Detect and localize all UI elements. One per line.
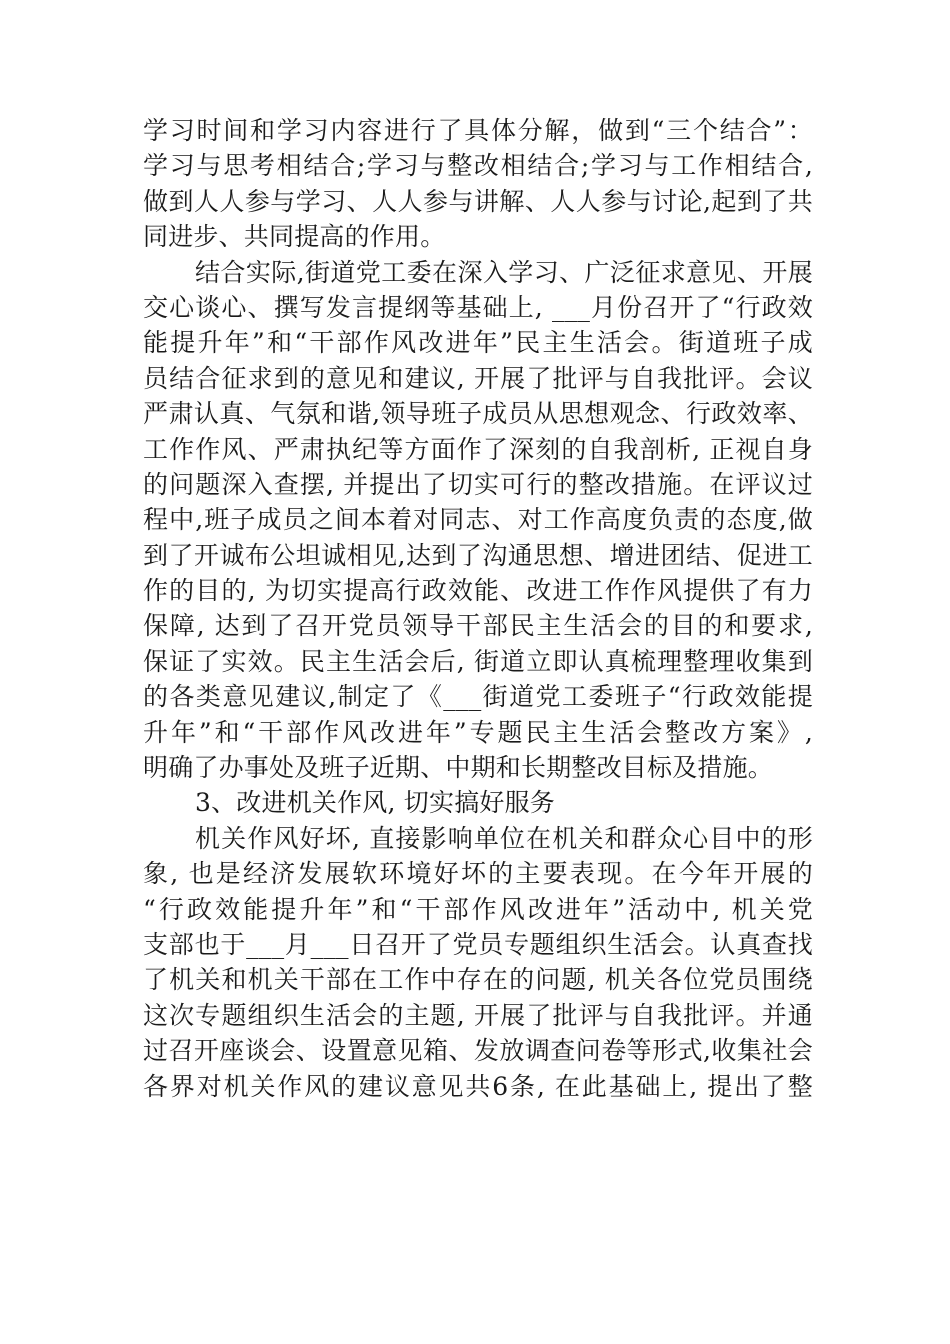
text-line: 这次专题组织生活会的主题, 开展了批评与自我批评。并通 bbox=[143, 1000, 813, 1030]
text-line: “行政效能提升年”和“干部作风改进年”活动中, 机关党 bbox=[143, 894, 813, 924]
paragraph-first-line: 结合实际,街道党工委在深入学习、广泛征求意见、开展 bbox=[195, 257, 813, 287]
text-line: 支部也于___月___日召开了党员专题组织生活会。认真查找 bbox=[143, 929, 813, 959]
text-line: 同进步、共同提高的作用。 bbox=[143, 222, 446, 252]
text-line: 的各类意见建议,制定了《___街道党工委班子“行政效能提 bbox=[143, 682, 813, 712]
text-line: 象, 也是经济发展软环境好坏的主要表现。在今年开展的 bbox=[143, 859, 813, 889]
text-line: 工作作风、严肃执纪等方面作了深刻的自我剖析, 正视自身 bbox=[143, 434, 813, 464]
text-line: 升年”和“干部作风改进年”专题民主生活会整改方案》, bbox=[143, 717, 813, 747]
text-line: 学习与思考相结合;学习与整改相结合;学习与工作相结合, bbox=[143, 151, 813, 181]
paragraph-first-line: 机关作风好坏, 直接影响单位在机关和群众心目中的形 bbox=[195, 823, 813, 853]
text-line: 做到人人参与学习、人人参与讲解、人人参与讨论,起到了共 bbox=[143, 186, 813, 216]
text-line: 员结合征求到的意见和建议, 开展了批评与自我批评。会议 bbox=[143, 363, 813, 393]
text-line: 过召开座谈会、设置意见箱、发放调查问卷等形式,收集社会 bbox=[143, 1036, 813, 1066]
text-line: 作的目的, 为切实提高行政效能、改进工作作风提供了有力 bbox=[143, 576, 813, 606]
text-line: 保证了实效。民主生活会后, 街道立即认真梳理整理收集到 bbox=[143, 646, 813, 676]
document-body bbox=[143, 113, 813, 1104]
text-line: 到了开诚布公坦诚相见,达到了沟通思想、增进团结、促进工 bbox=[143, 540, 813, 570]
text-line: 的问题深入查摆, 并提出了切实可行的整改措施。在评议过 bbox=[143, 469, 813, 499]
text-line: 各界对机关作风的建议意见共6条, 在此基础上, 提出了整 bbox=[143, 1071, 813, 1101]
text-line: 了机关和机关干部在工作中存在的问题, 机关各位党员围绕 bbox=[143, 965, 813, 995]
text-line: 交心谈心、撰写发言提纲等基础上, ___月份召开了“行政效 bbox=[143, 292, 813, 322]
text-line: 严肃认真、气氛和谐,领导班子成员从思想观念、行政效率、 bbox=[143, 399, 813, 429]
text-line: 保障, 达到了召开党员领导干部民主生活会的目的和要求, bbox=[143, 611, 813, 641]
text-line: 明确了办事处及班子近期、中期和长期整改目标及措施。 bbox=[143, 753, 774, 783]
section-heading: 3、改进机关作风, 切实搞好服务 bbox=[195, 788, 556, 818]
text-line: 能提升年”和“干部作风改进年”民主生活会。街道班子成 bbox=[143, 328, 813, 358]
text-line: 学习时间和学习内容进行了具体分解，做到“三个结合”： bbox=[143, 116, 813, 145]
text-line: 程中,班子成员之间本着对同志、对工作高度负责的态度,做 bbox=[143, 505, 813, 535]
